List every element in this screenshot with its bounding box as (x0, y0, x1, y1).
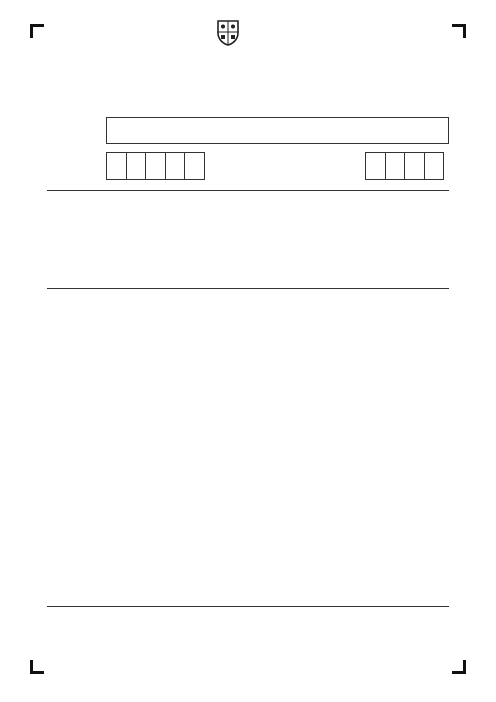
digit-box[interactable] (106, 152, 127, 180)
barcode-icon (58, 22, 206, 42)
candidate-number-field[interactable] (365, 152, 443, 180)
digit-box[interactable] (145, 152, 166, 180)
crop-mark-bottom-right (452, 660, 466, 674)
shield-icon (217, 20, 239, 46)
digit-box[interactable] (365, 152, 386, 180)
digit-box[interactable] (385, 152, 406, 180)
centre-number-field[interactable] (106, 152, 204, 180)
digit-box[interactable] (184, 152, 205, 180)
candidate-name-field[interactable] (106, 117, 449, 144)
digit-box[interactable] (165, 152, 186, 180)
qr-code-icon (22, 144, 40, 162)
barcode-number (58, 14, 206, 22)
footer-divider (47, 606, 449, 607)
crop-mark-top-left (30, 24, 44, 38)
crop-mark-top-right (452, 24, 466, 38)
requirements-note (47, 271, 59, 280)
divider (47, 190, 449, 191)
crop-mark-bottom-left (30, 660, 44, 674)
digit-box[interactable] (404, 152, 425, 180)
side-barcode-icon (16, 186, 40, 276)
digit-box[interactable] (424, 152, 445, 180)
cambridge-logo (217, 20, 244, 46)
digit-box[interactable] (126, 152, 147, 180)
top-barcode (58, 14, 206, 42)
divider (47, 288, 449, 289)
